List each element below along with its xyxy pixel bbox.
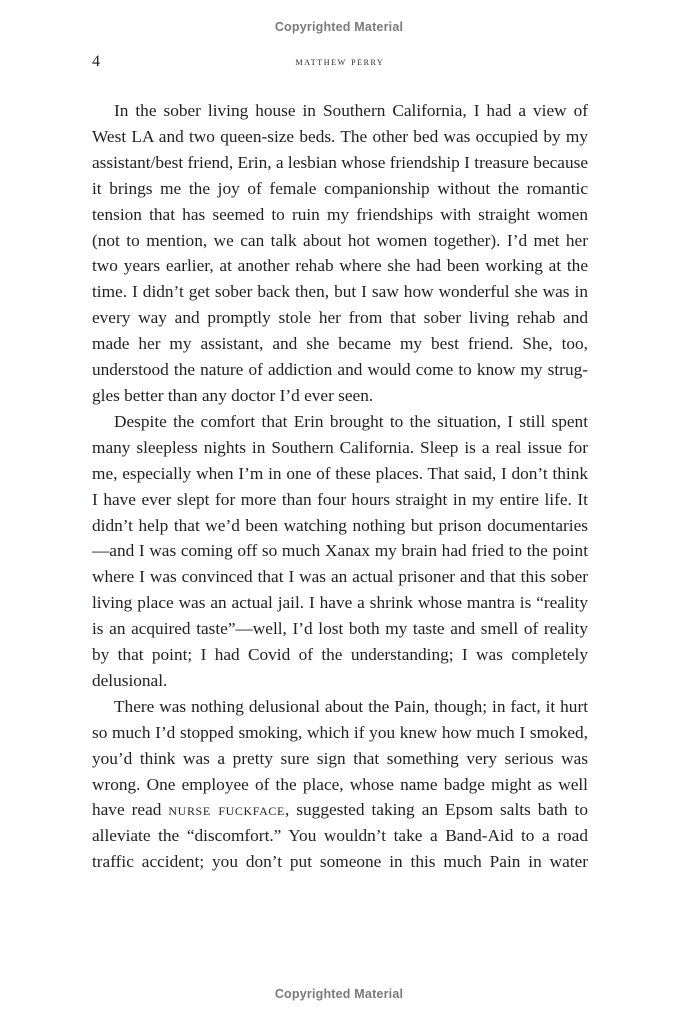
page-number: 4 [92,53,100,70]
paragraph-2: Despite the comfort that Erin brought to the situation, I still spent many sleepless nights in Southern California. Sleep is a real issue for me, especially when I’m in one of these places. That said, I don’t think I have ever slept for more than four hours straight in my entire life. It didn’t help that we’d been watching nothing but prison documentaries—and I was coming off so much Xanax my brain had fried to the point where I was convinced that I was an actual prisoner and that this sober living place was an actual jail. I have a shrink whose mantra is “reality is an acquired taste”—well, I’d lost both my taste and smell of reality by that point; I had Covid of the understanding; I was completely delusional. [92,411,588,690]
paragraph-3-end: , suggested taking an Epsom salts bath to alleviate the “discomfort.” You wouldn’t take a Band-Aid to a road traffic accident; you don’t put someone in this much Pain in water [92,800,589,872]
running-head [92,53,588,73]
paragraph-3 [92,694,588,875]
paragraph-3-start: There was nothing delusional about the Pain, though; in fact, it hurt so much I’d stopped smoking, which if you knew how much I smoked, you’d think was a pretty sure sign that something very serious was wrong. One employee of the place, whose name badge might as well have read [92,696,588,820]
paragraph-1: In the sober living house in Southern California, I had a view of West LA and two queen-size beds. The other bed was occupied by my assistant/best friend, Erin, a lesbian whose friendship I treasure because it brings me the joy of female companionship without the romantic tension that has seemed to ruin my friendships with straight women (not to mention, we can talk about hot women together). I’d met her two years earlier, at another rehab where she had been working at the time. I didn’t get sober back then, but I saw how wonderful she was in every way and promptly stole her from that sober living rehab and made her my assistant, and she became my best friend. She, too, understood the nature of addiction and would come to know my struggles better than any doctor I’d ever seen. [92,101,588,405]
body-text [92,98,588,875]
copyright-watermark-bottom: Copyrighted Material [274,987,404,1001]
copyright-watermark-top: Copyrighted Material [274,20,404,34]
running-head-author: matthew perry [295,56,385,68]
nurse-name-smallcaps: nurse fuckface [168,800,285,820]
